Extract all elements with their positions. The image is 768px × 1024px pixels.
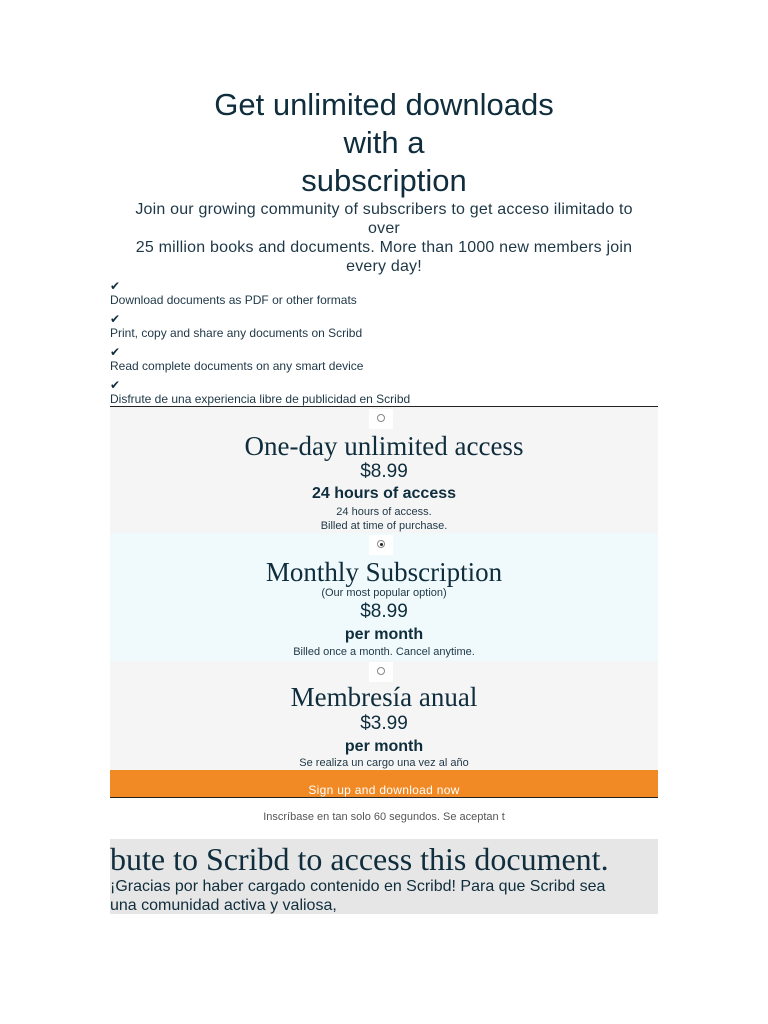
intro-line-1: Join our growing community of subscribers to get acceso ilimitado to [135, 201, 633, 218]
feature-item [110, 345, 658, 378]
feature-text: Print, copy and share any documents on Scribd [110, 326, 363, 340]
page-title [0, 86, 768, 200]
plan-period: per month [344, 738, 424, 755]
radio-checked-icon[interactable] [377, 540, 385, 548]
contribute-body [110, 877, 658, 914]
checkmark-icon: ✔ [110, 378, 121, 392]
plan-detail: Billed once a month. Cancel anytime. [293, 646, 475, 658]
feature-text: Disfrute de una experiencia libre de publicidad en Scribd [110, 392, 411, 406]
plan-period: per month [344, 626, 424, 643]
feature-item [110, 279, 658, 312]
plan-options [110, 406, 658, 770]
intro-text [110, 200, 658, 276]
radio-unchecked-icon[interactable] [377, 667, 385, 675]
plan-annual[interactable] [110, 661, 658, 770]
plan-one-day[interactable] [110, 407, 658, 533]
checkmark-icon: ✔ [110, 279, 121, 293]
signup-button[interactable]: Sign up and download now [110, 770, 658, 798]
plan-monthly-radio-box[interactable] [369, 535, 393, 555]
plan-detail: Billed at time of purchase. [320, 520, 448, 532]
plan-name: Monthly Subscription [265, 557, 503, 587]
plan-one-day-radio-box[interactable] [369, 409, 393, 429]
contribute-body-line-2: una comunidad activa y valiosa, [110, 897, 337, 914]
title-line-3: subscription [301, 163, 467, 198]
plan-price: $8.99 [360, 601, 408, 622]
contribute-body-line-1: ¡Gracias por haber cargado contenido en Scribd! Para que Scribd sea [110, 878, 606, 895]
plan-note: (Our most popular option) [321, 587, 447, 599]
plan-monthly[interactable] [110, 533, 658, 661]
feature-text: Read complete documents on any smart device [110, 359, 364, 373]
contribute-banner [110, 839, 658, 914]
plan-name: One-day unlimited access [244, 431, 524, 461]
plan-name: Membresía anual [290, 682, 478, 712]
plan-detail: 24 hours of access. [336, 506, 432, 518]
plan-period: 24 hours of access [311, 485, 457, 502]
plan-detail: Se realiza un cargo una vez al año [299, 757, 469, 769]
intro-line-2: over [368, 220, 400, 237]
terms-text: Inscríbase en tan solo 60 segundos. Se aceptan t [263, 811, 505, 823]
checkmark-icon: ✔ [110, 312, 121, 326]
contribute-heading: bute to Scribd to access this document. [110, 841, 609, 877]
feature-item [110, 312, 658, 345]
checkmark-icon: ✔ [110, 345, 121, 359]
plan-annual-radio-box[interactable] [369, 662, 393, 682]
feature-list [110, 279, 658, 411]
plan-price: $8.99 [360, 461, 408, 482]
title-line-1: Get unlimited downloads [214, 87, 554, 122]
feature-text: Download documents as PDF or other formats [110, 293, 357, 307]
intro-line-4: every day! [346, 258, 422, 275]
radio-unchecked-icon[interactable] [377, 414, 385, 422]
title-line-2: with a [343, 125, 425, 160]
intro-line-3: 25 million books and documents. More than 1000 new members join [135, 239, 633, 256]
plan-price: $3.99 [360, 713, 408, 734]
